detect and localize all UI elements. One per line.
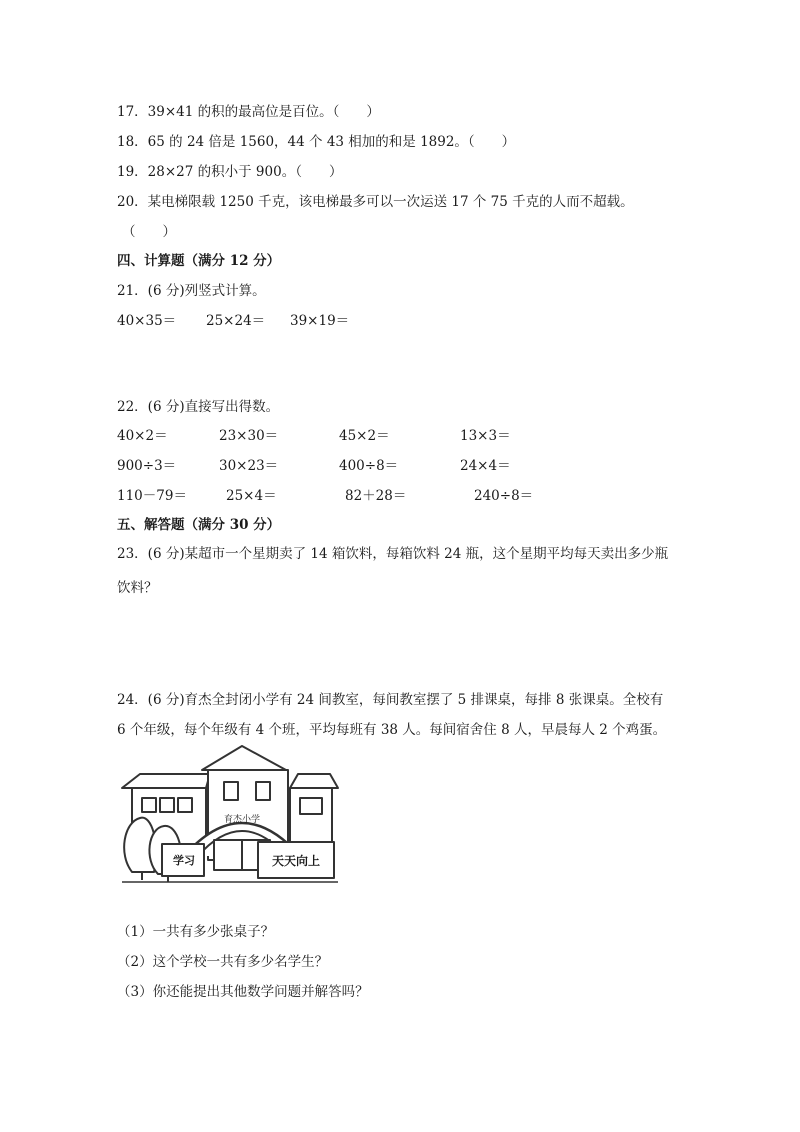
question-19: 19．28×27 的积小于 900。（ ） xyxy=(117,164,343,180)
question-20-bracket: （ ） xyxy=(122,224,176,240)
q21-item-1: 40×35＝ xyxy=(117,313,177,329)
q22-cell: 25×4＝ xyxy=(226,488,277,504)
school-illustration xyxy=(118,744,342,892)
question-22-stem: 22．(6 分)直接写出得数。 xyxy=(117,399,280,415)
question-17: 17．39×41 的积的最高位是百位。（ ） xyxy=(117,104,380,120)
question-24-sub-1: （1）一共有多少张桌子？ xyxy=(117,924,275,940)
question-24-line-2: 6 个年级，每个年级有 4 个班，平均每班有 38 人。每间宿舍住 8 人，早晨每人 2 个鸡蛋。 xyxy=(117,722,667,738)
school-sign: 育杰小学 xyxy=(223,815,260,825)
question-24-sub-3: （3）你还能提出其他数学问题并解答吗？ xyxy=(117,984,369,1000)
q22-cell: 30×23＝ xyxy=(219,458,279,474)
question-20: 20．某电梯限载 1250 千克，该电梯最多可以一次运送 17 个 75 千克的人而不超载。 xyxy=(117,194,634,210)
q22-cell: 110－79＝ xyxy=(117,488,187,504)
q22-cell: 82＋28＝ xyxy=(345,488,407,504)
question-21-stem: 21．(6 分)列竖式计算。 xyxy=(117,283,266,299)
question-23-line-2: 饮料？ xyxy=(117,580,158,596)
section-5-title: 五、解答题（满分 30 分） xyxy=(117,517,281,533)
board-right-text: 天天向上 xyxy=(271,854,320,868)
board-left-text: 学习 xyxy=(173,854,195,867)
question-18: 18．65 的 24 倍是 1560，44 个 43 相加的和是 1892。（ ） xyxy=(117,134,516,150)
q22-cell: 23×30＝ xyxy=(219,428,279,444)
q22-cell: 40×2＝ xyxy=(117,428,168,444)
q22-cell: 13×3＝ xyxy=(460,428,511,444)
section-4-title: 四、计算题（满分 12 分） xyxy=(117,253,281,269)
question-24-line-1: 24．(6 分)育杰全封闭小学有 24 间教室，每间教室摆了 5 排课桌，每排 8 张课桌。全校有 xyxy=(117,692,664,708)
q21-item-2: 25×24＝ xyxy=(206,313,266,329)
q22-cell: 400÷8＝ xyxy=(339,458,399,474)
q22-cell: 24×4＝ xyxy=(460,458,511,474)
question-24-sub-2: （2）这个学校一共有多少名学生？ xyxy=(117,954,329,970)
q22-cell: 900÷3＝ xyxy=(117,458,177,474)
q21-item-3: 39×19＝ xyxy=(290,313,350,329)
q22-cell: 45×2＝ xyxy=(339,428,390,444)
question-23-line-1: 23．(6 分)某超市一个星期卖了 14 箱饮料，每箱饮料 24 瓶，这个星期平均每天卖出多少瓶 xyxy=(117,546,669,562)
q22-cell: 240÷8＝ xyxy=(474,488,534,504)
